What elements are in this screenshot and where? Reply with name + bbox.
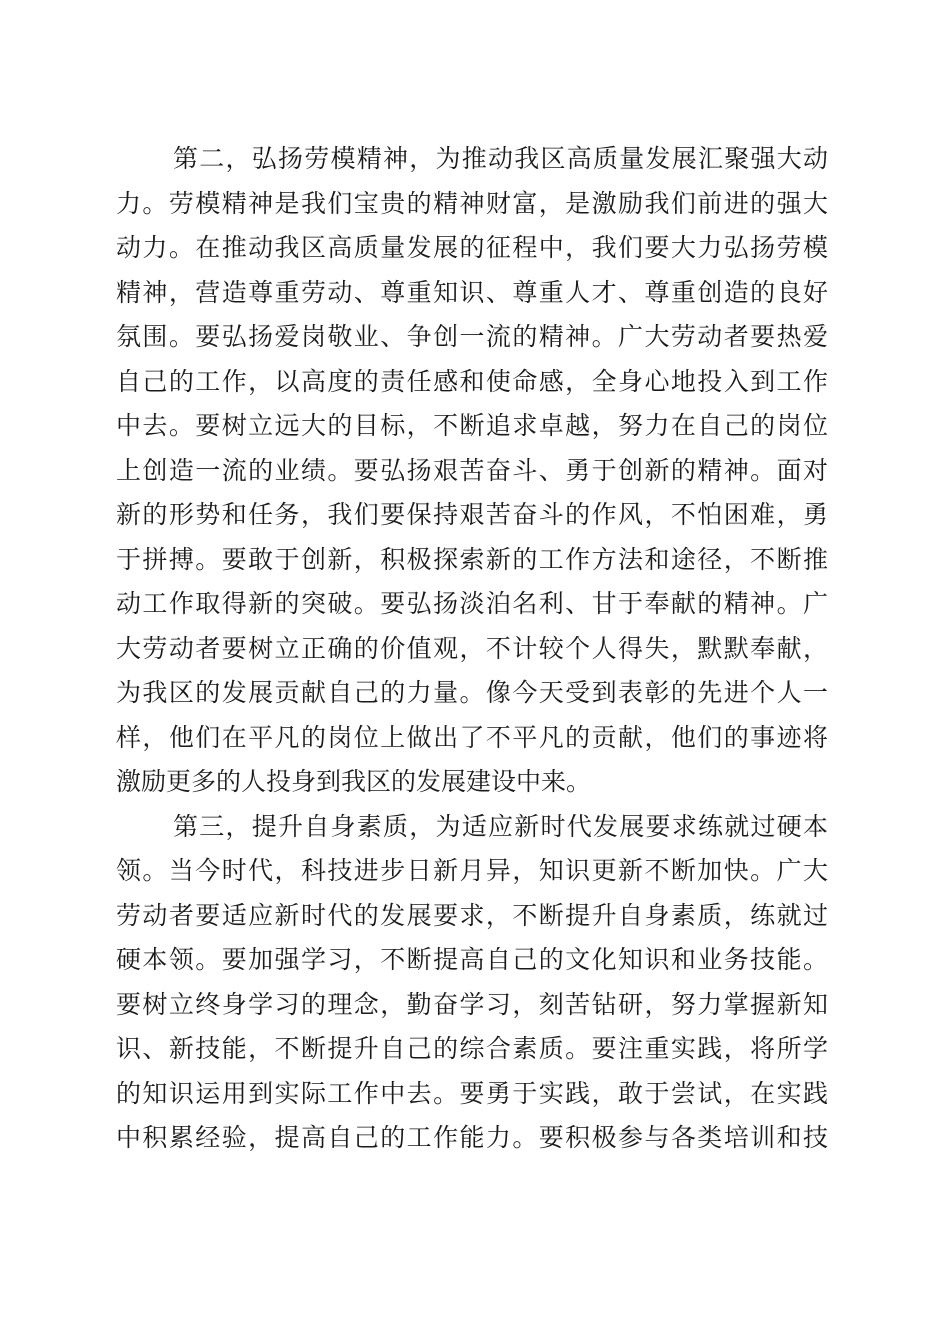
text-line: 自己的工作，以高度的责任感和使命感，全身心地投入到工作 [116,366,828,396]
text-line: 样，他们在平凡的岗位上做出了不平凡的贡献，他们的事迹将 [116,722,828,752]
text-line: 的知识运用到实际工作中去。要勇于实践，敢于尝试，在实践 [116,1078,828,1108]
text-line: 中积累经验，提高自己的工作能力。要积极参与各类培训和技 [116,1123,828,1152]
text-line: 硬本领。要加强学习，不断提高自己的文化知识和业务技能。 [116,945,828,974]
text-line: 要树立终身学习的理念，勤奋学习，刻苦钻研，努力掌握新知 [116,989,828,1019]
text-line: 于拼搏。要敢于创新，积极探索新的工作方法和途径，不断推 [116,544,828,574]
text-line: 大劳动者要树立正确的价值观，不计较个人得失，默默奉献， [116,633,828,663]
text-line: 力。劳模精神是我们宝贵的精神财富，是激励我们前进的强大 [116,188,828,218]
text-line: 领。当今时代，科技进步日新月异，知识更新不断加快。广大 [116,856,828,885]
text-line: 新的形势和任务，我们要保持艰苦奋斗的作风，不怕困难，勇 [116,500,828,529]
text-line: 精神，营造尊重劳动、尊重知识、尊重人才、尊重创造的良好 [116,277,828,307]
text-line: 劳动者要适应新时代的发展要求，不断提升自身素质，练就过 [116,900,828,930]
text-line: 第三，提升自身素质，为适应新时代发展要求练就过硬本 [173,811,828,841]
paragraph-2-labor-model-spirit [116,137,828,805]
paragraph-3-improve-quality [116,805,828,1161]
text-line: 激励更多的人投身到我区的发展建设中来。 [116,767,592,796]
document-body [116,137,828,1161]
text-line: 上创造一流的业绩。要弘扬艰苦奋斗、勇于创新的精神。面对 [116,455,828,485]
text-line: 动工作取得新的突破。要弘扬淡泊名利、甘于奉献的精神。广 [116,589,828,618]
text-line: 中去。要树立远大的目标，不断追求卓越，努力在自己的岗位 [116,411,828,440]
text-line: 氛围。要弘扬爱岗敬业、争创一流的精神。广大劳动者要热爱 [116,322,828,351]
text-line: 识、新技能，不断提升自己的综合素质。要注重实践，将所学 [116,1034,828,1063]
text-line: 动力。在推动我区高质量发展的征程中，我们要大力弘扬劳模 [116,233,828,262]
text-line: 为我区的发展贡献自己的力量。像今天受到表彰的先进个人一 [116,678,828,707]
text-line: 第二，弘扬劳模精神，为推动我区高质量发展汇聚强大动 [173,144,828,173]
